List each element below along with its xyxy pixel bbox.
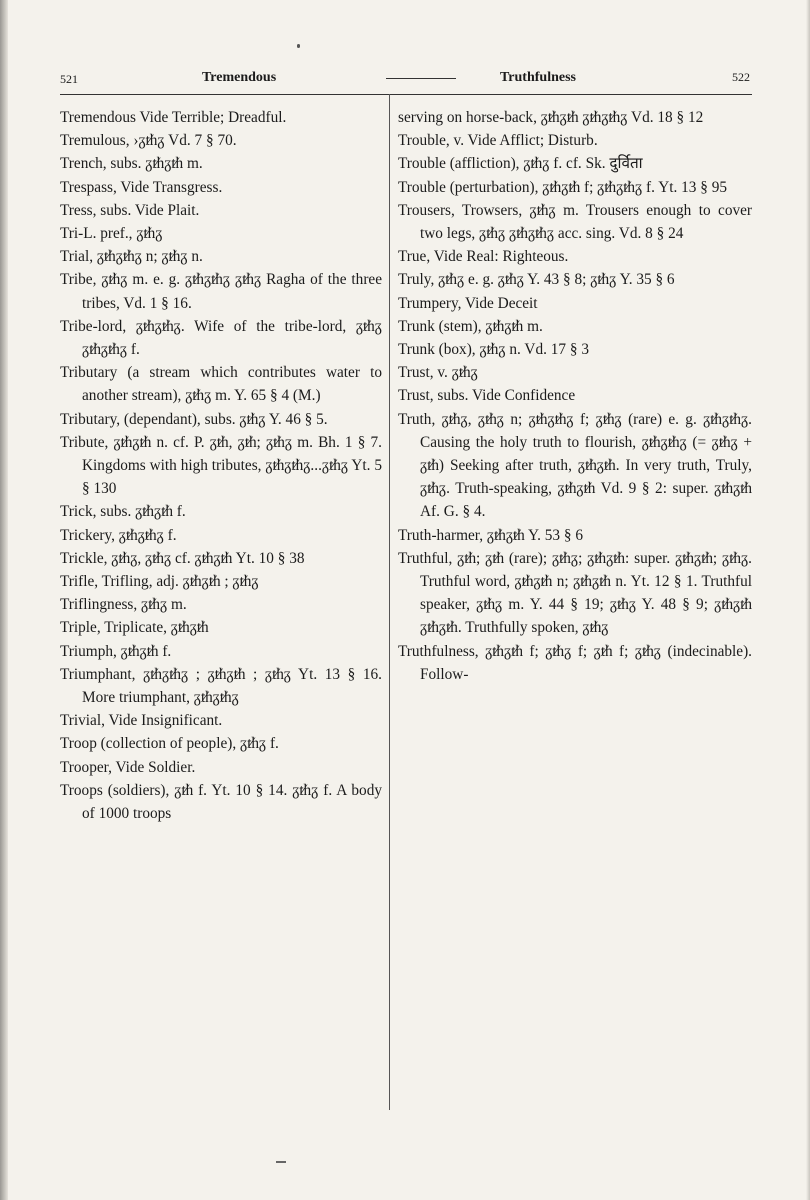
dictionary-entry: Trickle, ᵹᵺᵹ, ᵹᵺᵹ cf. ᵹᵺᵹᵺ Yt. 10 § 38 — [60, 549, 305, 567]
dictionary-entry: Tri-L. pref., ᵹᵺᵹ — [60, 225, 163, 243]
left-column — [60, 106, 382, 825]
dictionary-entry: Trial, ᵹᵺᵹᵺᵹ n; ᵹᵺᵹ n. — [60, 248, 203, 266]
dictionary-entry: Triumph, ᵹᵺᵹᵺ f. — [60, 642, 172, 660]
dictionary-entry: Tribute, ᵹᵺᵹᵺ n. cf. P. ᵹᵺ, ᵹᵺ; ᵹᵺᵹ m. Bh. 1 § 7. Kingdoms with high tributes, ᵹᵺᵹᵺᵹ...ᵹᵺᵹ Yt. 5 § 130 — [60, 433, 382, 498]
column-divider — [389, 94, 390, 1110]
dictionary-entry: Tremulous, ›ᵹᵺᵹ Vd. 7 § 70. — [60, 132, 237, 150]
dictionary-entry: Trooper, Vide Soldier. — [60, 758, 196, 776]
dictionary-entry: Tributary (a stream which contributes water to another stream), ᵹᵺᵹ m. Y. 65 § 4 (M.) — [60, 364, 382, 405]
dictionary-entry: Trust, subs. Vide Confidence — [398, 387, 576, 405]
dictionary-entry: Tremendous Vide Terrible; Dreadful. — [60, 109, 287, 126]
dictionary-entry: Truthful, ᵹᵺ; ᵹᵺ (rare); ᵹᵺᵹ; ᵹᵺᵹᵺ: super. ᵹᵺᵹᵺ; ᵹᵺᵹ. Truthful word, ᵹᵺᵹᵺ n; ᵹᵺᵹᵺ n. Yt. 12 § 1. Truthful speaker, ᵹᵺᵹ m. Y. 44 § 19; ᵹᵺᵹ Y. 48 § 9; ᵹᵺᵹᵺ ᵹᵺᵹᵺ. Truthfully spoken, ᵹᵺᵹ — [398, 549, 752, 637]
dictionary-entry: Troops (soldiers), ᵹᵺ f. Yt. 10 § 14. ᵹᵺᵹ f. A body of 1000 troops — [60, 781, 382, 823]
dictionary-entry: Tress, subs. Vide Plait. — [60, 201, 200, 219]
dictionary-entry: Triple, Triplicate, ᵹᵺᵹᵺ — [60, 619, 209, 637]
page-edge — [806, 0, 810, 1200]
right-column — [398, 106, 752, 686]
printer-mark-bottom — [276, 1161, 286, 1163]
guide-word-left: Tremendous — [202, 70, 277, 85]
dictionary-entry: Troop (collection of people), ᵹᵺᵹ f. — [60, 735, 279, 753]
dictionary-entry: Tribe-lord, ᵹᵺᵹᵺᵹ. Wife of the tribe-lord, ᵹᵺᵹ ᵹᵺᵹᵺᵹ f. — [60, 317, 382, 359]
dictionary-entry: Triumphant, ᵹᵺᵹᵺᵹ ; ᵹᵺᵹᵺ ; ᵹᵺᵹ Yt. 13 § 16. More triumphant, ᵹᵺᵹᵺᵹ — [60, 665, 382, 707]
dictionary-entry: Tributary, (dependant), subs. ᵹᵺᵹ Y. 46 § 5. — [60, 410, 328, 428]
dictionary-entry: Trouble, v. Vide Afflict; Disturb. — [398, 132, 598, 150]
dictionary-entry: Truthfulness, ᵹᵺᵹᵺ f; ᵹᵺᵹ f; ᵹᵺ f; ᵹᵺᵹ (indecinable). Follow- — [398, 642, 752, 683]
running-header — [60, 66, 750, 88]
dictionary-entry: Trifle, Trifling, adj. ᵹᵺᵹᵺ ; ᵹᵺᵹ — [60, 573, 259, 591]
dictionary-entry: True, Vide Real: Righteous. — [398, 248, 569, 266]
header-rule — [60, 94, 752, 95]
dictionary-entry: serving on horse-back, ᵹᵺᵹᵺ ᵹᵺᵹᵺᵹ Vd. 18 § 12 — [398, 109, 704, 126]
book-binding-edge — [0, 0, 8, 1200]
dictionary-entry: Trickery, ᵹᵺᵹᵺᵹ f. — [60, 526, 177, 544]
dictionary-entry: Trespass, Vide Transgress. — [60, 178, 223, 196]
dictionary-entry: Tribe, ᵹᵺᵹ m. e. g. ᵹᵺᵹᵺᵹ ᵹᵺᵹ Ragha of the three tribes, Vd. 1 § 16. — [60, 271, 382, 312]
dictionary-entry: Trouble (perturbation), ᵹᵺᵹᵺ f; ᵹᵺᵹᵺᵹ f. Yt. 13 § 95 — [398, 178, 728, 196]
header-dash — [386, 78, 456, 79]
dictionary-entry: Trivial, Vide Insignificant. — [60, 712, 223, 730]
dictionary-entry: Trench, subs. ᵹᵺᵹᵺ m. — [60, 155, 203, 173]
dictionary-entry: Truly, ᵹᵺᵹ e. g. ᵹᵺᵹ Y. 43 § 8; ᵹᵺᵹ Y. 35 § 6 — [398, 271, 675, 289]
guide-word-right: Truthfulness — [500, 70, 576, 85]
dictionary-entry: Trunk (box), ᵹᵺᵹ n. Vd. 17 § 3 — [398, 341, 590, 359]
dictionary-entry: Trunk (stem), ᵹᵺᵹᵺ m. — [398, 317, 543, 335]
dictionary-entry: Trust, v. ᵹᵺᵹ — [398, 364, 478, 382]
dictionary-entry: Trouble (affliction), ᵹᵺᵹ f. cf. Sk. दुर्विता — [398, 155, 643, 173]
dictionary-entry: Trousers, Trowsers, ᵹᵺᵹ m. Trousers enough to cover two legs, ᵹᵺᵹ ᵹᵺᵹᵺᵹ acc. sing. Vd. 8 § 24 — [398, 201, 752, 243]
page-number-left: 521 — [60, 72, 78, 86]
dictionary-entry: Trick, subs. ᵹᵺᵹᵺ f. — [60, 503, 186, 521]
printer-mark — [297, 44, 300, 48]
dictionary-entry: Triflingness, ᵹᵺᵹ m. — [60, 596, 187, 614]
dictionary-entry: Truth, ᵹᵺᵹ, ᵹᵺᵹ n; ᵹᵺᵹᵺᵹ f; ᵹᵺᵹ (rare) e. g. ᵹᵺᵹᵺᵹ. Causing the holy truth to flourish, ᵹᵺᵹᵺᵹ (= ᵹᵺᵹ + ᵹᵺ) Seeking after truth, ᵹᵺᵹᵺ. In very truth, Truly, ᵹᵺᵹ. Truth-speaking, ᵹᵺᵹᵺ Vd. 9 § 2: super. ᵹᵺᵹᵺ Af. G. § 4. — [398, 410, 752, 521]
page-number-right: 522 — [732, 70, 750, 84]
dictionary-entry: Trumpery, Vide Deceit — [398, 294, 538, 312]
dictionary-entry: Truth-harmer, ᵹᵺᵹᵺ Y. 53 § 6 — [398, 526, 583, 544]
